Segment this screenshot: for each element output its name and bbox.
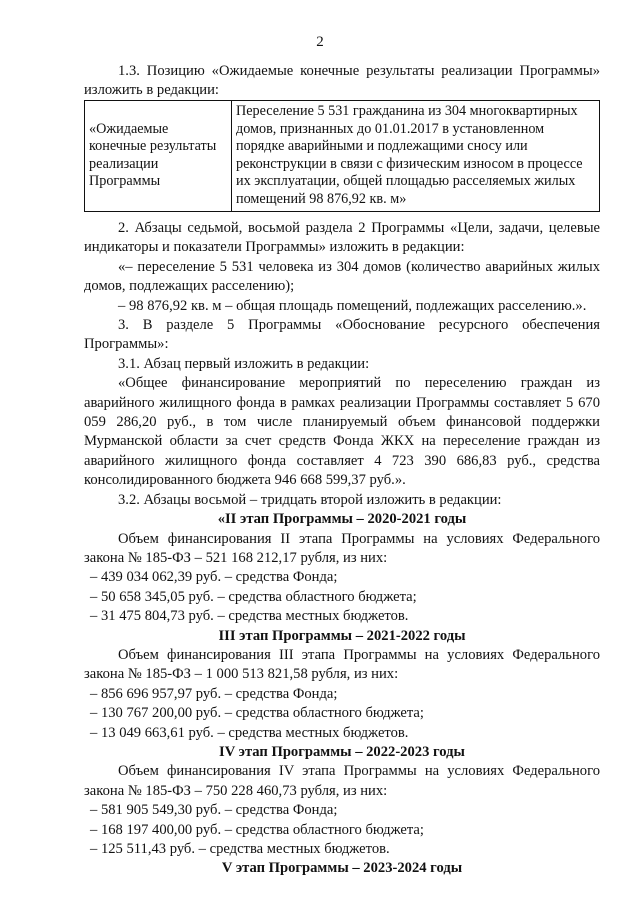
- page-number: 2: [316, 34, 324, 50]
- position-table: [84, 100, 600, 212]
- paragraph-2-item-2: – 98 876,92 кв. м – общая площадь помещений, подлежащих расселению.».: [118, 297, 587, 314]
- stage-4-heading: IV этап Программы – 2022-2023 годы: [219, 743, 465, 760]
- stage-3-item: – 130 767 200,00 руб. – средства областного бюджета;: [90, 705, 424, 722]
- stage-4-item: – 168 197 400,00 руб. – средства областного бюджета;: [90, 821, 424, 838]
- paragraph-2: 2. Абзацы седьмой, восьмой раздела 2 Программы «Цели, задачи, целевые индикаторы и показатели Программы» изложить в редакции:: [84, 220, 600, 256]
- section-1-3: [84, 62, 600, 101]
- table-cell-value: Переселение 5 531 гражданина из 304 многоквартирных домов, признанных до 01.01.2017 в установленном порядке аварийными и подлежащими сносу или реконструкции в связи с физическим износом в процессе их эксплуатации, общей площадью расселяемых жилых помещений 98 876,92 кв. м»: [232, 101, 600, 212]
- stage-2-item: – 439 034 062,39 руб. – средства Фонда;: [90, 569, 338, 586]
- position-table-block: [84, 100, 600, 214]
- paragraph-3-2: 3.2. Абзацы восьмой – тридцать второй изложить в редакции:: [118, 491, 502, 508]
- paragraph-2-item-1: «– переселение 5 531 человека из 304 домов (количество аварийных жилых домов, подлежащих расселению);: [84, 258, 600, 295]
- paragraph-1-3-continuation: изложить в редакции:: [84, 82, 219, 99]
- paragraph-3-1-text: «Общее финансирование мероприятий по переселению граждан из аварийного жилищного фонда в рамках реализации Программы составляет 5 670 059 286,20 руб., в том числе планируемый объем финансовой поддержки Мурманской области за счет средств Фонда ЖКХ на переселение граждан из аварийного жилищного фонда составляет 4 723 390 686,83 руб., средства консолидированного бюджета 946 668 599,37 руб.».: [84, 375, 600, 489]
- stage-3-item: – 13 049 663,61 руб. – средства местных бюджетов.: [90, 724, 409, 741]
- stage-2-text: Объем финансирования II этапа Программы на условиях Федерального закона № 185-ФЗ – 521 168 212,17 рубля, из них:: [84, 530, 600, 566]
- table-cell-label: «Ожидаемые конечные результаты реализации Программы: [85, 101, 232, 212]
- stage-3-text: Объем финансирования III этапа Программы на условиях Федерального закона № 185-ФЗ – 1 000 513 821,58 рубля, из них:: [84, 646, 600, 683]
- stage-2-item: – 50 658 345,05 руб. – средства областного бюджета;: [90, 588, 417, 605]
- paragraph-3: 3. В разделе 5 Программы «Обоснование ресурсного обеспечения Программы»:: [84, 317, 600, 353]
- stage-2-item: – 31 475 804,73 руб. – средства местных бюджетов.: [90, 608, 409, 625]
- stage-3-item: – 856 696 957,97 руб. – средства Фонда;: [90, 685, 338, 702]
- stage-4-item: – 581 905 549,30 руб. – средства Фонда;: [90, 802, 338, 819]
- stage-4-item: – 125 511,43 руб. – средства местных бюджетов.: [90, 841, 390, 857]
- table-row: [85, 101, 600, 212]
- stage-2-heading: «II этап Программы – 2020-2021 годы: [217, 511, 467, 528]
- paragraph-1-3: 1.3. Позицию «Ожидаемые конечные результаты реализации Программы»: [118, 63, 600, 79]
- stage-3-heading: III этап Программы – 2021-2022 годы: [218, 627, 466, 644]
- paragraph-3-1: 3.1. Абзац первый изложить в редакции:: [118, 355, 370, 372]
- stage-4-text: Объем финансирования IV этапа Программы на условиях Федерального закона № 185-ФЗ – 750 228 460,73 рубля, из них:: [84, 763, 600, 799]
- stage-5-heading: V этап Программы – 2023-2024 годы: [221, 860, 463, 877]
- section-2: [84, 219, 600, 879]
